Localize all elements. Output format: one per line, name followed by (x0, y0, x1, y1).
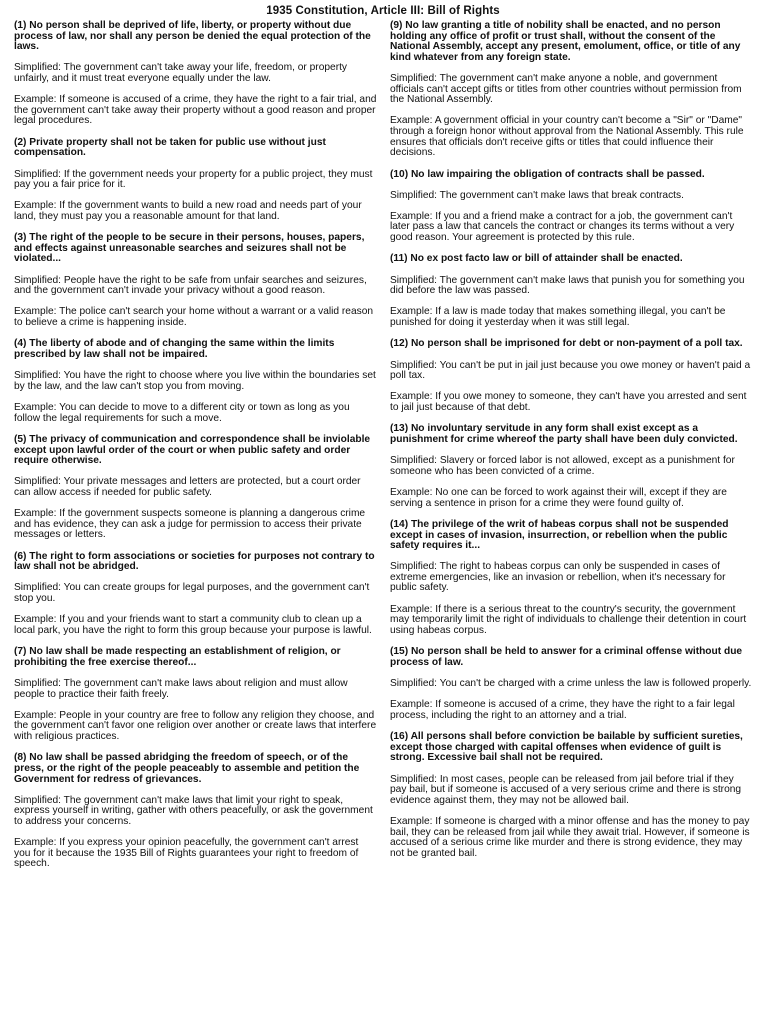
article-section (390, 647, 752, 721)
section-heading: (16) All persons shall before conviction be bailable by sufficient sureties, except those charged with capital offenses when evidence of guilt is strong. Excessive bail shall not be required. (390, 731, 743, 764)
example-text: Example: If someone is charged with a minor offense and has the money to pay bail, they can be released from jail while they await trial. However, if someone is accused of a serious crime like murder and there is strong evidence, they may not be granted bail. (390, 815, 750, 859)
simplified-text: Simplified: You can't be charged with a crime unless the law is followed properly. (390, 678, 752, 690)
example-text: Example: If a law is made today that makes something illegal, you can't be punished for doing it yesterday when it was still legal. (390, 306, 726, 329)
example-text: Example: The police can't search your home without a warrant or a valid reason to believe a crime is happening inside. (14, 306, 374, 329)
section-heading: (10) No law impairing the obligation of contracts shall be passed. (390, 168, 705, 180)
article-section (14, 21, 377, 127)
example-text: Example: If someone is accused of a crime, they have the right to a fair trial, and the government can't take away their property without a good reason and proper legal procedures. (14, 94, 377, 127)
example-text: Example: A government official in your country can't become a "Sir" or "Dame" through a foreign honor without approval from the National Assembly. This rule ensures that officials don't receive gifts or titles that could influence their decisions. (390, 115, 744, 159)
example-text: Example: No one can be forced to work against their will, except if they are serving a sentence in prison for a crime they were found guilty of. (390, 486, 727, 509)
article-section (14, 233, 377, 328)
example-text: Example: If you and a friend make a contract for a job, the government can't later pass a law that cancels the contract or changes its terms without a very good reason. Your agreement is protected by this rule. (390, 210, 735, 244)
section-heading: (8) No law shall be passed abridging the freedom of speech, or of the press, or the right of the people peaceably to assemble and petition the Government for redress of grievances. (14, 752, 360, 785)
example-text: Example: People in your country are free to follow any religion they choose, and the government can't favor one religion over another or create laws that interfere with religious practices. (14, 709, 377, 742)
simplified-text: Simplified: You can create groups for legal purposes, and the government can't stop you. (14, 582, 370, 605)
section-heading: (9) No law granting a title of nobility shall be enacted, and no person holding any office of profit or trust shall, without the consent of the National Assembly, accept any present, emolument, office, or title of any kind whatever from any foreign state. (390, 20, 741, 63)
section-heading: (12) No person shall be imprisoned for debt or non-payment of a poll tax. (390, 338, 743, 350)
simplified-text: Simplified: Your private messages and letters are protected, but a court order can allow access if needed for public safety. (14, 476, 361, 498)
simplified-text: Simplified: People have the right to be safe from unfair searches and seizures, and the government can't invade your privacy without a good reason. (14, 274, 367, 297)
columns (14, 21, 752, 881)
simplified-text: Simplified: The government can't make laws that punish you for something you did before the law was passed. (390, 274, 745, 297)
example-text: Example: If you express your opinion peacefully, the government can't arrest you for it because the 1935 Bill of Rights guarantees your right to freedom of speech. (14, 837, 359, 870)
section-heading: (14) The privilege of the writ of habeas corpus shall not be suspended except in cases of invasion, insurrection, or rebellion when the public safety requires it... (390, 518, 729, 552)
document-title: 1935 Constitution, Article III: Bill of Rights (266, 5, 500, 17)
article-section (14, 339, 377, 424)
simplified-text: Simplified: You have the right to choose where you live within the boundaries set by the law, and the law can't stop you from moving. (14, 370, 376, 392)
section-heading: (4) The liberty of abode and of changing the same within the limits prescribed by law shall not be impaired. (14, 338, 335, 361)
example-text: Example: If the government wants to build a new road and needs part of your land, they must pay you a reasonable amount for that land. (14, 200, 362, 222)
section-heading: (15) No person shall be held to answer for a criminal offense without due process of law. (390, 646, 743, 668)
article-section (390, 520, 752, 637)
article-section (390, 170, 752, 244)
article-section (390, 254, 752, 328)
simplified-text: Simplified: The government can't take away your life, freedom, or property unfairly, and it must treat everyone equally under the law. (14, 62, 348, 84)
simplified-text: Simplified: The government can't make laws that limit your right to speak, express yourself in writing, gather with others peacefully, or ask the government to address your concerns. (14, 794, 373, 827)
article-section (390, 339, 752, 413)
example-text: Example: If you and your friends want to start a community club to clean up a local park, you have the right to form this group because your purpose is lawful. (14, 614, 372, 636)
article-section (14, 552, 377, 637)
simplified-text: Simplified: In most cases, people can be released from jail before trial if they pay bail, but if someone is accused of a very serious crime and there is strong evidence against them, they may not be allowed bail. (390, 773, 742, 806)
article-section (14, 435, 377, 541)
simplified-text: Simplified: The government can't make laws about religion and must allow people to practice their faith freely. (14, 678, 348, 700)
example-text: Example: If someone is accused of a crime, they have the right to a fair legal process, including the right to an attorney and a trial. (390, 699, 735, 721)
left-column (14, 21, 377, 881)
section-heading: (2) Private property shall not be taken for public use without just compensation. (14, 136, 326, 159)
article-section (14, 753, 377, 870)
simplified-text: Simplified: The government can't make laws that break contracts. (390, 189, 684, 201)
simplified-text: Simplified: If the government needs your property for a public project, they must pay you a fair price for it. (14, 168, 373, 191)
example-text: Example: If the government suspects someone is planning a dangerous crime and has evidence, they can ask a judge for permission to access their private messages or letters. (14, 508, 366, 541)
section-heading: (3) The right of the people to be secure in their persons, houses, papers, and effects against unreasonable searches and seizures shall not be violated... (14, 232, 365, 265)
section-heading: (5) The privacy of communication and correspondence shall be inviolable except upon lawful order of the court or when public safety and order require otherwise. (14, 433, 371, 467)
section-heading: (1) No person shall be deprived of life, liberty, or property without due process of law, nor shall any person be denied the equal protection of the laws. (14, 20, 371, 53)
simplified-text: Simplified: The government can't make anyone a noble, and government officials can't accept gifts or titles from other countries without permission from the National Assembly. (390, 72, 742, 106)
simplified-text: Simplified: Slavery or forced labor is not allowed, except as a punishment for someone who has been convicted of a crime. (390, 455, 735, 477)
example-text: Example: You can decide to move to a different city or town as long as you follow the legal requirements for such a move. (14, 401, 350, 424)
simplified-text: Simplified: The right to habeas corpus can only be suspended in cases of extreme emergencies, like an invasion or rebellion, when it's necessary for public safety. (390, 561, 726, 594)
right-column (390, 21, 752, 881)
section-heading: (7) No law shall be made respecting an establishment of religion, or prohibiting the free exercise thereof... (14, 646, 341, 668)
article-section (14, 138, 377, 223)
section-heading: (13) No involuntary servitude in any form shall exist except as a punishment for crime whereof the party shall have been duly convicted. (390, 423, 738, 445)
section-heading: (11) No ex post facto law or bill of attainder shall be enacted. (390, 253, 683, 265)
article-section (390, 732, 752, 859)
article-section (14, 647, 377, 742)
article-section (390, 424, 752, 509)
section-heading: (6) The right to form associations or societies for purposes not contrary to law shall not be abridged. (14, 550, 375, 573)
simplified-text: Simplified: You can't be put in jail just because you owe money or haven't paid a poll tax. (390, 359, 751, 382)
example-text: Example: If you owe money to someone, they can't have you arrested and sent to jail just because of that debt. (390, 391, 747, 413)
article-section (390, 21, 752, 159)
example-text: Example: If there is a serious threat to the country's security, the government may temporarily limit the right of individuals to challenge their detention in court using habeas corpus. (390, 603, 747, 636)
